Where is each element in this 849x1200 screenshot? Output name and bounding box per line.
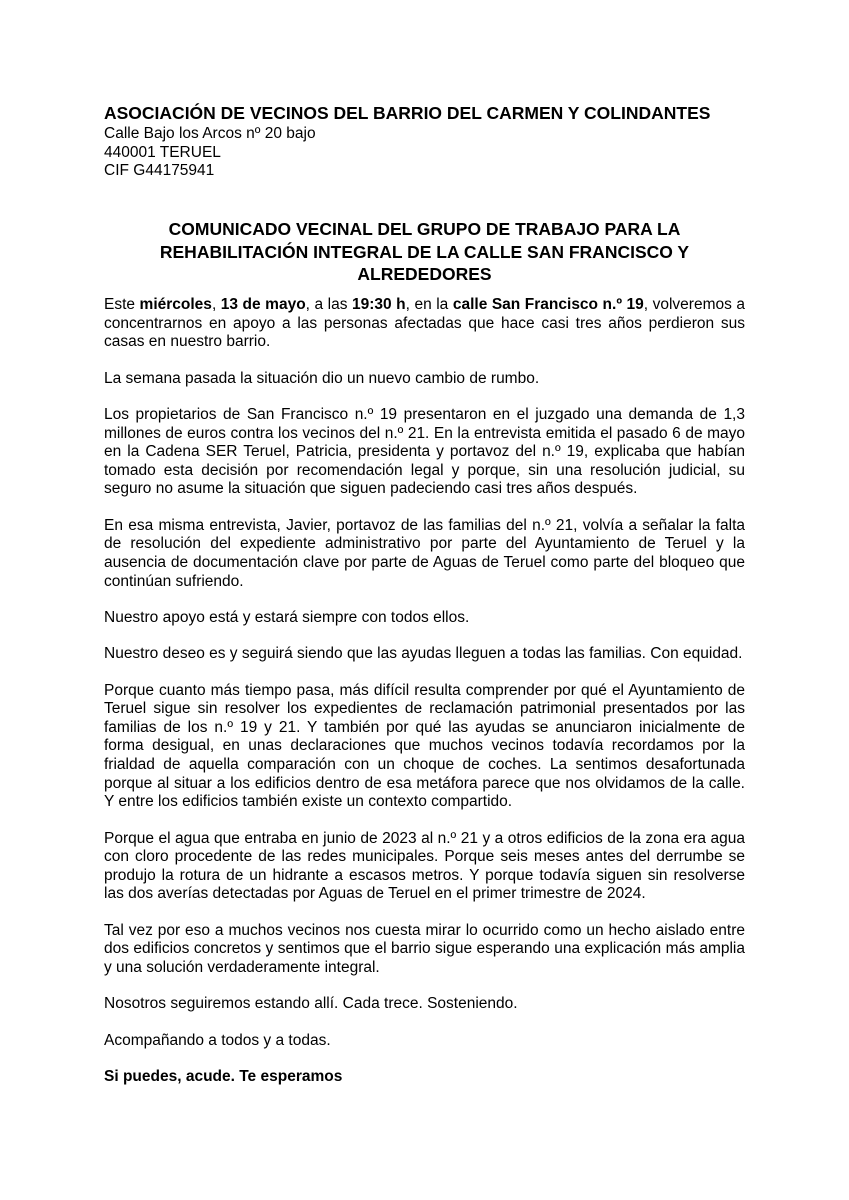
document-title: COMUNICADO VECINAL DEL GRUPO DE TRABAJO PARA LA REHABILITACIÓN INTEGRAL DE LA CALLE SAN FRANCISCO Y ALREDEDORES (159, 219, 690, 284)
address-city: 440001 TERUEL (104, 143, 221, 161)
address-street: Calle Bajo los Arcos nº 20 bajo (104, 125, 316, 142)
paragraph: Porque el agua que entraba en junio de 2023 al n.º 21 y a otros edificios de la zona era agua con cloro procedente de las redes municipales. Porque seis meses antes del derrumbe se produjo la rotura de un hidrante a escasos metros. Y porque todavía siguen sin resolverse las dos averías detectadas por Aguas de Teruel en el primer trimestre de 2024. (104, 829, 745, 903)
paragraph: Los propietarios de San Francisco n.º 19 presentaron en el juzgado una demanda de 1,3 millones de euros contra los vecinos del n.º 21. En la entrevista emitida el pasado 6 de mayo en la Cadena SER Teruel, Patricia, presidenta y portavoz del n.º 19, explicaba que habían tomado esta decisión por recomendación legal y porque, sin una resolución judicial, su seguro no asume la situación que siguen padeciendo casi tres años después. (104, 405, 745, 498)
time-highlight: 19:30 h (352, 296, 406, 313)
letterhead (104, 102, 744, 181)
tax-id: CIF G44175941 (104, 162, 215, 179)
paragraph: Nuestro apoyo está y estará siempre con todos ellos. (104, 608, 470, 626)
date-highlight: 13 de mayo (220, 296, 306, 313)
document-body (104, 296, 745, 1105)
location-highlight: calle San Francisco n.º 19 (452, 296, 644, 313)
paragraph: La semana pasada la situación dio un nuevo cambio de rumbo. (104, 369, 540, 387)
paragraph: Tal vez por eso a muchos vecinos nos cuesta mirar lo ocurrido como un hecho aislado entre dos edificios concretos y sentimos que el barrio sigue esperando una explicación más amplia y una solución verdaderamente integral. (104, 921, 745, 976)
paragraph: En esa misma entrevista, Javier, portavoz de las familias del n.º 21, volvía a señalar la falta de resolución del expediente administrativo por parte del Ayuntamiento de Teruel y la ausencia de documentación clave por parte de Aguas de Teruel como parte del bloqueo que continúan sufriendo. (104, 516, 745, 590)
intro-paragraph: Este miércoles, 13 de mayo, a las 19:30 h, en la calle San Francisco n.º 19, volveremos a concentrarnos en apoyo a las personas afectadas que hace casi tres años perdieron sus casas en nuestro barrio. (104, 296, 745, 351)
paragraph: Porque cuanto más tiempo pasa, más difícil resulta comprender por qué el Ayuntamiento de Teruel sigue sin resolver los expedientes de reclamación patrimonial presentados por las familias de los n.º 19 y 21. Y también por qué las ayudas se anunciaron inicialmente de forma desigual, en unas declaraciones que muchos vecinos todavía recordamos por la frialdad de aquella comparación con un choque de coches. La sentimos desafortunada porque al situar a los edificios dentro de esa metáfora parece que nos olvidamos de la calle. Y entre los edificios también existe un contexto compartido. (104, 681, 745, 811)
day-highlight: miércoles (139, 296, 212, 313)
paragraph: Nuestro deseo es y seguirá siendo que las ayudas lleguen a todas las familias. Con equidad. (104, 645, 743, 663)
organization-name: ASOCIACIÓN DE VECINOS DEL BARRIO DEL CARMEN Y COLINDANTES (104, 103, 711, 123)
closing-line: Si puedes, acude. Te esperamos (104, 1068, 343, 1086)
paragraph: Nosotros seguiremos estando allí. Cada trece. Sosteniendo. (104, 995, 518, 1013)
paragraph: Acompañando a todos y a todas. (104, 1031, 331, 1049)
